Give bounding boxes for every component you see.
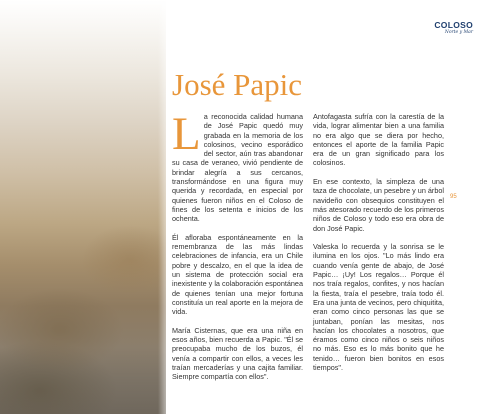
logo-tagline: Norte y Mar xyxy=(444,30,473,35)
page-title: José Papic xyxy=(172,67,303,102)
left-paragraph-1 xyxy=(172,108,303,224)
page-number: 95 xyxy=(450,194,457,200)
landscape-photo xyxy=(0,0,166,414)
right-text-column xyxy=(313,112,444,382)
left-paragraph-1-text: a reconocida calidad humana de José Papic quedó muy grabada en la memoria de los colosinos, vecino esporádico del sector, aún tras abandonar su casa de veraneo, vivió pendiente de brindar alegría a sus cercanos, transformándose en una figura muy querida y recordada, en especial por quienes fueron niños en el Coloso de fines de los setenta e inicios de los ochenta. xyxy=(172,112,303,224)
left-paragraph-3: María Cisternas, que era una niña en esos años, bien recuerda a Papic. "Él se preocupaba mucho de los buzos, él venía a compartir con ellos, a veces les traían mercaderías y una cajita familiar. Siempre compartía con ellos". xyxy=(172,325,303,382)
left-text-column xyxy=(172,108,303,391)
right-paragraph-1: Antofagasta sufría con la carestía de la vida, lograr alimentar bien a una familia no era algo que se diera por hecho, entonces el aporte de la familia Papic era de un gran significado para los colosinos. xyxy=(313,112,444,168)
drop-cap-letter: L xyxy=(172,108,201,160)
left-paragraph-2: Él afloraba espontáneamente en la remembranza de las más lindas celebraciones de infancia, era un Chile pobre y descalzo, en el que la idea de un sistema de protección social era inexistente y la colaboración espontánea de quienes tenían una mejor fortuna constituía un real aporte en la mejora de vida. xyxy=(172,232,303,317)
coloso-logo xyxy=(429,20,473,35)
photo-fade-edge xyxy=(158,0,168,414)
right-paragraph-2: En ese contexto, la simpleza de una taza de chocolate, un pesebre y un árbol navideño con obsequios constituyen el más atesorado recuerdo de los primeros niños de Coloso y todo eso era obra de don José Papic. xyxy=(313,177,444,233)
right-paragraph-3: Valeska lo recuerda y la sonrisa se le ilumina en los ojos. "Lo más lindo era cuando venía gente de abajo, de José Papic… ¡Uy! Los regalos… Porque él nos traía regalos, confites, y nos hacían la fiesta, traía el pesebre, traía todo él. Era una junta de vecinos, pero chiquitita, eran como cinco personas las que se juntaban, ponían las mesitas, nos hacían los chocolates a nosotros, que éramos como cinco niños o seis niños no más. Eso es lo más bonito que he tenido… fueron bien bonitos en esos tiempos". xyxy=(313,242,444,373)
logo-wordmark: COLOSO xyxy=(434,20,473,30)
